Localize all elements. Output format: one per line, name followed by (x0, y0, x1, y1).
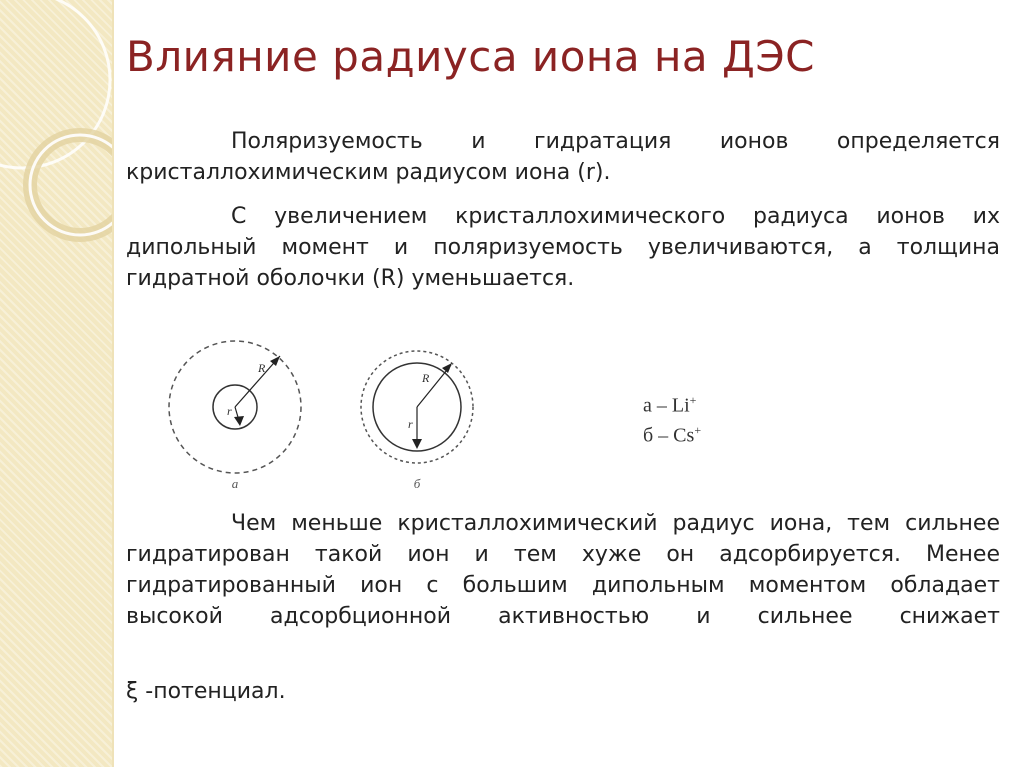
r-label-a: r (227, 404, 232, 418)
decorative-left-band (0, 0, 112, 767)
legend-item-li: а – Li+ (643, 393, 697, 417)
paragraph-3: Чем меньше кристаллохимический радиус иона, тем сильнее гидратирован такой ион и тем хуже он адсорбируется. Менее гидратированный ион с большим дипольным моментом обладает высокой адсорбционной активностью и сильнее снижает (126, 511, 1000, 629)
r-label-b: r (408, 417, 413, 431)
zeta-potential-line: ξ -потенциал. (126, 679, 286, 704)
R-label-a: R (258, 361, 266, 375)
slide-title: Влияние радиуса иона на ДЭС (126, 32, 815, 81)
label-a: а (231, 476, 239, 491)
paragraph-2: С увеличением кристаллохимического радиуса ионов их дипольный момент и поляризуемость увеличиваются, а толщина гидратной оболочки (R) уменьшается. (126, 204, 1000, 291)
ion-diagram-b (361, 351, 473, 491)
R-label-b: R (422, 371, 430, 385)
label-b: б (413, 476, 421, 491)
paragraph-1: Поляризуемость и гидратация ионов определяется кристаллохимическим радиусом иона (r). (126, 129, 1000, 185)
legend-item-cs: б – Cs+ (643, 422, 702, 447)
ion-legend (643, 388, 701, 447)
ion-radius-diagram (160, 340, 480, 500)
band-edge (112, 0, 114, 767)
decorative-rings (0, 0, 112, 767)
ion-diagram-a (169, 341, 301, 491)
